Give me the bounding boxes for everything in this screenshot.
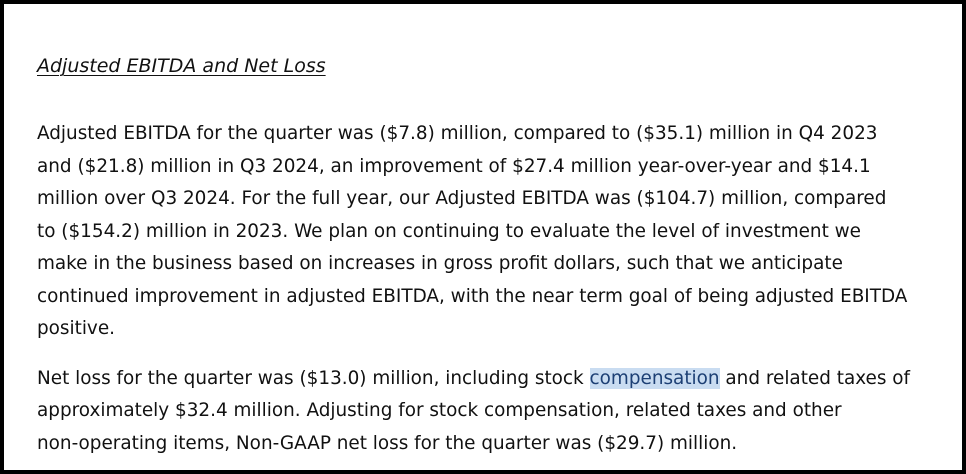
- paragraph-line: and ($21.8) million in Q3 2024, an improvement of $27.4 million year-over-year and $14.1: [37, 155, 871, 177]
- text-segment: Net loss for the quarter was ($13.0) million, including stock: [37, 367, 590, 389]
- paragraph-line: Adjusted EBITDA for the quarter was ($7.8) million, compared to ($35.1) million in Q4 2023: [37, 123, 878, 144]
- selected-word-highlight[interactable]: compensation: [589, 367, 720, 389]
- ebitda-paragraph: [37, 118, 942, 346]
- paragraph-line: non-operating items, Non-GAAP net loss for the quarter was ($29.7) million.: [37, 432, 738, 454]
- document-body: [37, 50, 942, 460]
- paragraph-line: to ($154.2) million in 2023. We plan on continuing to evaluate the level of investment we: [37, 220, 861, 242]
- paragraph-line: make in the business based on increases in gross profit dollars, such that we anticipate: [37, 253, 843, 274]
- net-loss-paragraph: [37, 363, 942, 461]
- section-heading: Adjusted EBITDA and Net Loss: [37, 55, 326, 77]
- paragraph-line: continued improvement in adjusted EBITDA, with the near term goal of being adjusted EBITDA: [37, 285, 908, 307]
- paragraph-line: positive.: [37, 318, 115, 339]
- paragraph-line: [37, 363, 942, 396]
- paragraph-line: million over Q3 2024. For the full year, our Adjusted EBITDA was ($104.7) million, compared: [37, 188, 887, 209]
- text-segment: and related taxes of: [719, 367, 911, 389]
- paragraph-line: approximately $32.4 million. Adjusting for stock compensation, related taxes and other: [37, 400, 842, 421]
